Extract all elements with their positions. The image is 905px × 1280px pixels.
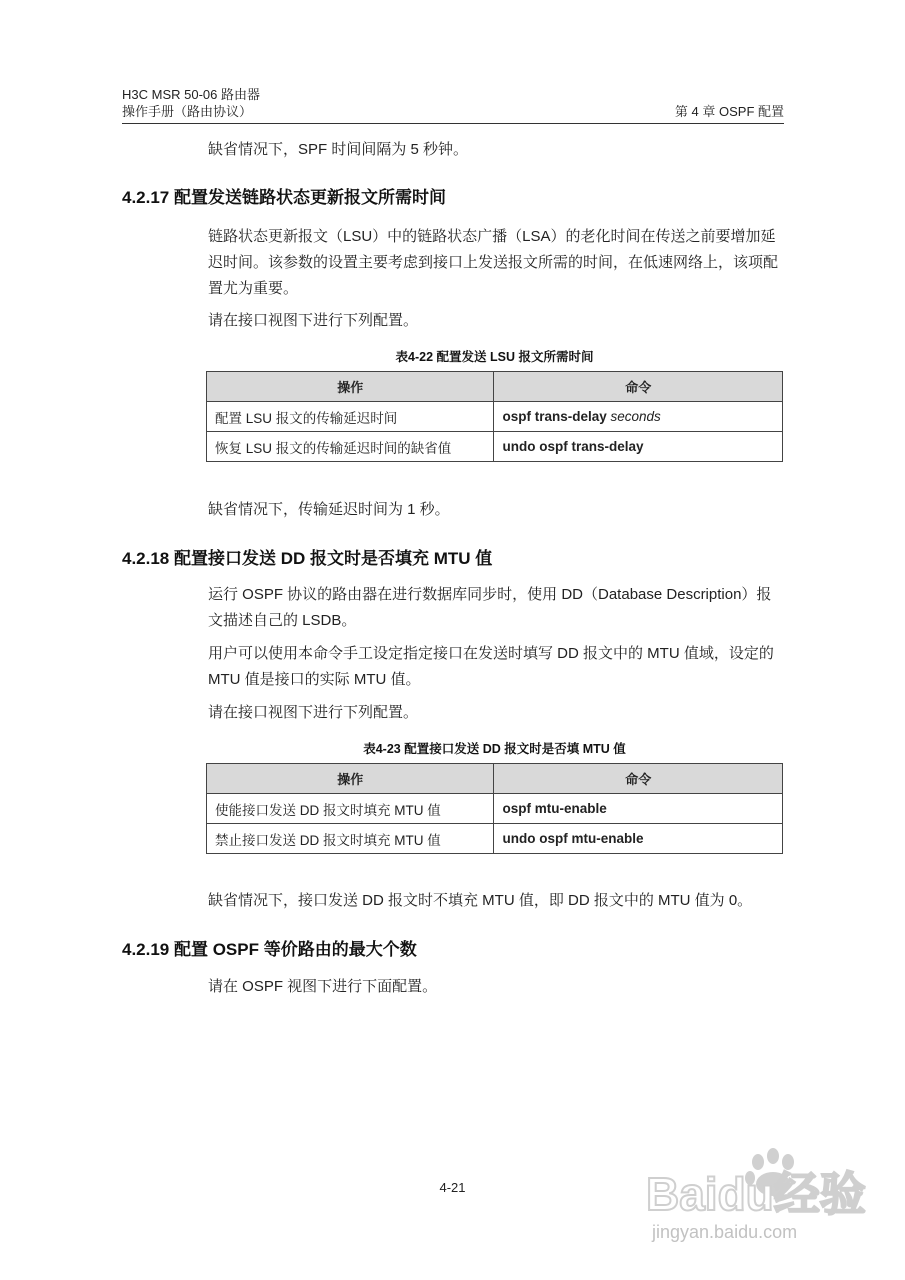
table-4-23 (206, 763, 783, 854)
section-4-2-17-para1: 链路状态更新报文（LSU）中的链路状态广播（LSA）的老化时间在传送之前要增加延迟时间。该参数的设置主要考虑到接口上发送报文所需的时间，在低速网络上，该项配置尤为重要。 (208, 228, 779, 297)
header-divider (122, 123, 784, 124)
column-header-operation: 操作 (207, 764, 494, 794)
watermark-url: jingyan.baidu.com (652, 1222, 798, 1242)
section-4-2-18-para3: 请在接口视图下进行下列配置。 (208, 704, 419, 721)
page-number: 4-21 (439, 1180, 466, 1195)
section-4-2-18-note: 缺省情况下，接口发送 DD 报文时不填充 MTU 值，即 DD 报文中的 MTU 值为 0。 (208, 892, 753, 909)
section-4-2-17-para2: 请在接口视图下进行下列配置。 (208, 312, 419, 329)
page-header (122, 86, 784, 120)
watermark-brand: Baidu经验 (646, 1168, 866, 1220)
table-header-row (207, 372, 783, 402)
table-row (207, 432, 783, 462)
header-manual: 操作手册（路由协议） (122, 104, 253, 119)
command-cell (494, 402, 783, 432)
table-row (207, 794, 783, 824)
header-chapter: 第 4 章 OSPF 配置 (674, 104, 784, 119)
command-argument: seconds (610, 409, 661, 424)
section-heading-4-2-17: 4.2.17 配置发送链路状态更新报文所需时间 (122, 188, 446, 207)
table-4-22 (206, 371, 783, 462)
table-header-row (207, 764, 783, 794)
operation-cell: 使能接口发送 DD 报文时填充 MTU 值 (207, 794, 494, 824)
section-4-2-17-note: 缺省情况下，传输延迟时间为 1 秒。 (208, 501, 450, 518)
section-4-2-18-para1: 运行 OSPF 协议的路由器在进行数据库同步时，使用 DD（Database Description）报文描述自己的 LSDB。 (208, 586, 772, 629)
operation-cell: 配置 LSU 报文的传输延迟时间 (207, 402, 494, 432)
table-caption-4-22: 表4-22 配置发送 LSU 报文所需时间 (395, 350, 594, 364)
column-header-command: 命令 (494, 764, 783, 794)
operation-cell: 恢复 LSU 报文的传输延迟时间的缺省值 (207, 432, 494, 462)
table-row (207, 824, 783, 854)
column-header-operation: 操作 (207, 372, 494, 402)
command-cell: ospf mtu-enable (494, 794, 783, 824)
section-4-2-19-para1: 请在 OSPF 视图下进行下面配置。 (208, 978, 438, 995)
header-product: H3C MSR 50-06 路由器 (122, 87, 260, 102)
section-heading-4-2-18: 4.2.18 配置接口发送 DD 报文时是否填充 MTU 值 (122, 549, 493, 568)
section-4-2-18-para2: 用户可以使用本命令手工设定指定接口在发送时填写 DD 报文中的 MTU 值域，设定的 MTU 值是接口的实际 MTU 值。 (208, 645, 774, 688)
column-header-command: 命令 (494, 372, 783, 402)
intro-paragraph: 缺省情况下，SPF 时间间隔为 5 秒钟。 (208, 141, 469, 158)
command-cell (494, 432, 783, 462)
command-text: ospf trans-delay (502, 409, 607, 424)
table-caption-4-23: 表4-23 配置接口发送 DD 报文时是否填 MTU 值 (363, 742, 626, 756)
section-heading-4-2-19: 4.2.19 配置 OSPF 等价路由的最大个数 (122, 940, 417, 959)
command-cell: undo ospf mtu-enable (494, 824, 783, 854)
command-text: undo ospf trans-delay (502, 439, 644, 454)
operation-cell: 禁止接口发送 DD 报文时填充 MTU 值 (207, 824, 494, 854)
table-row (207, 402, 783, 432)
baidu-jingyan-watermark (640, 1138, 880, 1248)
